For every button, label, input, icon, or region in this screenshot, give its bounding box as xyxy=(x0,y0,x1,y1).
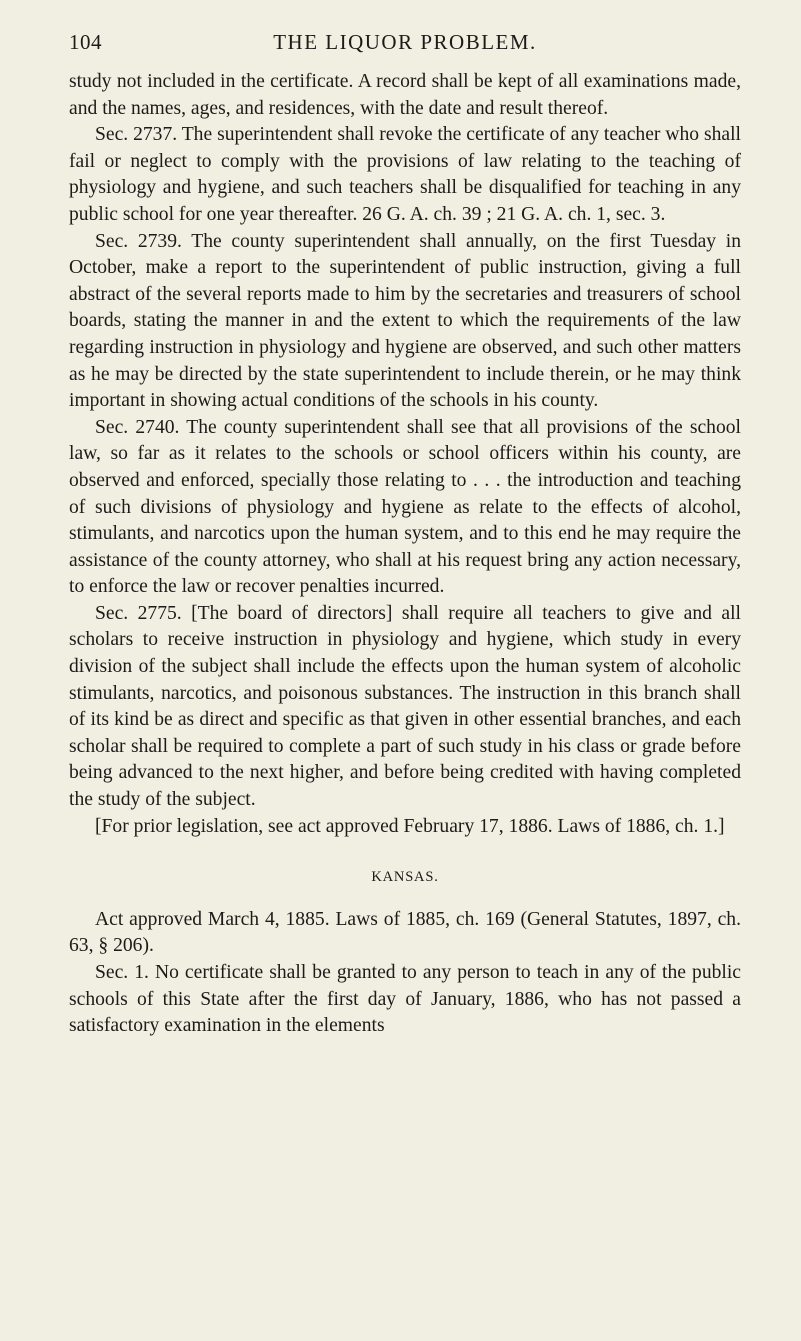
paragraph-sec-2739: Sec. 2739. The county superintendent shall annually, on the first Tuesday in October, make a report to the superintendent of public instruction, giving a full abstract of the several reports made to him by the secretaries and treasurers of school boards, stating the manner in and the extent to which the requirements of the law regarding instruction in physiology and hygiene are observed, and such other matters as he may be directed by the state superintendent to include therein, or he may think important in showing actual conditions of the schools in his county. xyxy=(69,230,741,412)
paragraph-sec-2740: Sec. 2740. The county superintendent shall see that all provisions of the school law, so far as it relates to the schools or school officers within his county, are observed and enforced, specially those relating to . . . the introduction and teaching of such divisions of physiology and hygiene as relate to the effects of alcohol, stimulants, and narcotics upon the human system, and to this end he may require the assistance of the county attorney, who shall at his request bring any action necessary, to enforce the law or recover penalties incurred. xyxy=(69,416,741,598)
paragraph-sec-2737: Sec. 2737. The superintendent shall revoke the certificate of any teacher who shall fail or neglect to comply with the provisions of law relating to the teaching of physiology and hygiene, and such teachers shall be disqualified for teaching in any public school for one year thereafter. 26 G. A. ch. 39 ; 21 G. A. ch. 1, sec. 3. xyxy=(69,124,741,225)
paragraph-sec-1: Sec. 1. No certificate shall be granted to any person to teach in any of the public schools of this State after the first day of January, 1886, who has not passed a satisfactory examination in the elements xyxy=(69,962,741,1037)
paragraph-act-approved: Act approved March 4, 1885. Laws of 1885, ch. 169 (General Statutes, 1897, ch. 63, § 206). xyxy=(69,908,741,957)
section-heading-kansas: KANSAS. xyxy=(371,869,439,886)
paragraph-prior-legislation: [For prior legislation, see act approved February 17, 1886. Laws of 1886, ch. 1.] xyxy=(95,815,725,837)
paragraph-sec-2775: Sec. 2775. [The board of directors] shall require all teachers to give and all scholars to receive instruction in physiology and hygiene, which study in every division of the subject shall include the effects upon the human system of alcoholic stimulants, narcotics, and poisonous substances. The instruction in this branch shall of its kind be as direct and specific as that given in other essential branches, and each scholar shall be required to complete a part of such study in his class or grade before being advanced to the next higher, and before being credited with having completed the study of the subject. xyxy=(69,602,741,811)
page-number: 104 xyxy=(69,30,102,54)
paragraph-continuation: study not included in the certificate. A record shall be kept of all examinations made, and the names, ages, and residences, with the date and result thereof. xyxy=(69,71,741,119)
body-text xyxy=(69,69,741,1040)
running-head xyxy=(69,30,741,60)
running-title: THE LIQUOR PROBLEM. xyxy=(273,30,537,54)
